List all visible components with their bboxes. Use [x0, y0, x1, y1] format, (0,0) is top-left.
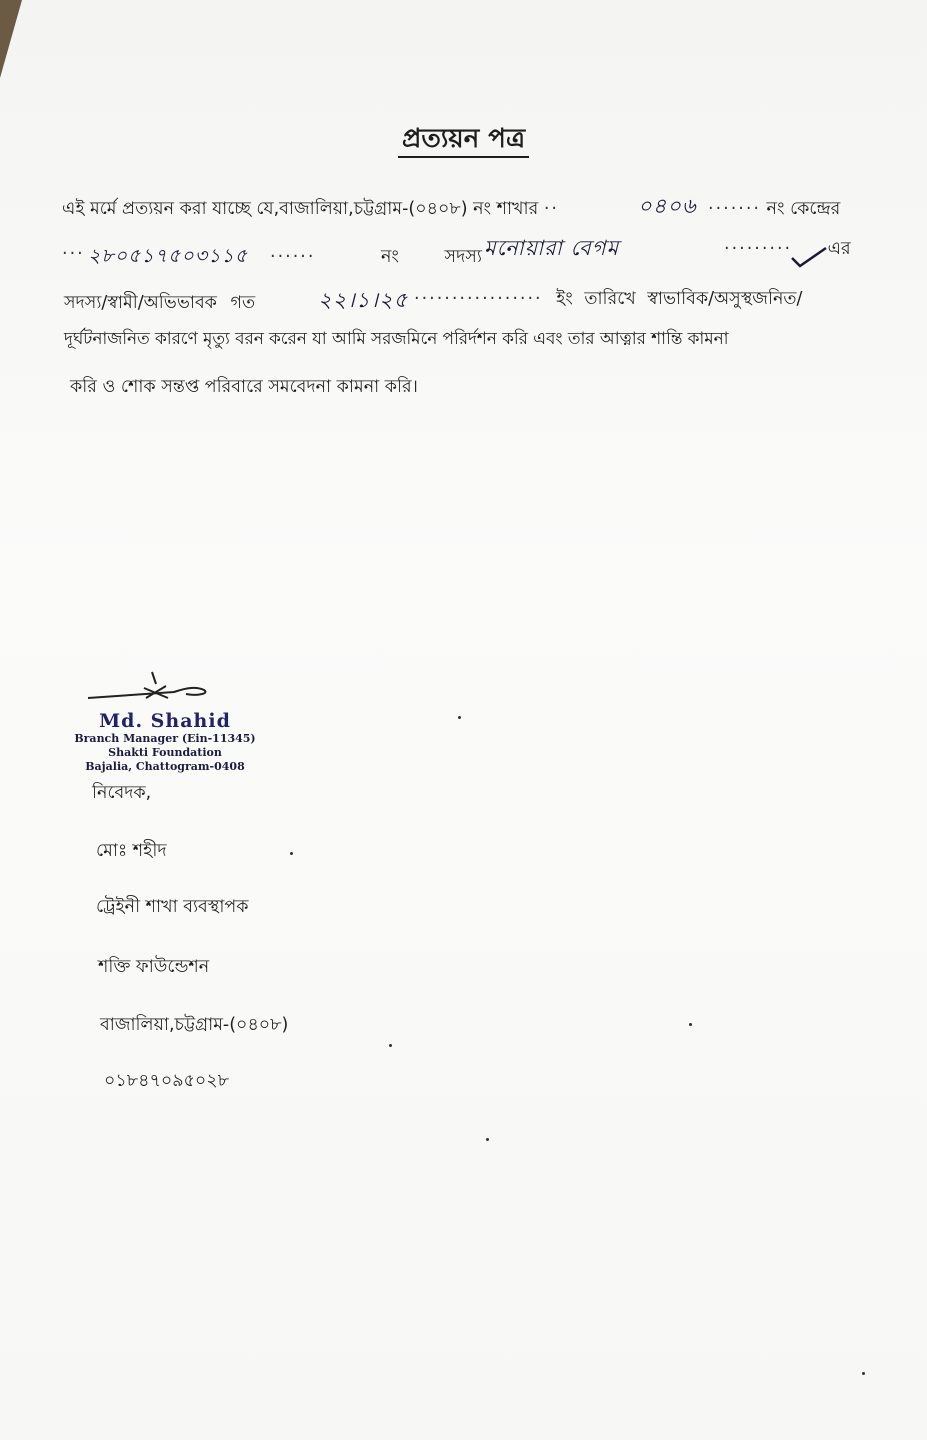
signature-stroke — [86, 668, 226, 710]
body-line-2-start: ··· — [62, 244, 85, 264]
body-line-1: এই মর্মে প্রত্যয়ন করা যাচ্ছে যে,বাজালিয়া,চট্টগ্রাম-(০৪০৮) নং শাখার ·· — [62, 199, 559, 219]
paper-speck — [689, 1023, 692, 1026]
stamp-location: Bajalia, Chattogram-0408 — [85, 760, 245, 773]
body-line-2-end: ········· এর — [724, 239, 851, 259]
check-mark-icon — [790, 246, 830, 270]
closing-organization: শক্তি ফাউন্ডেশন — [98, 957, 210, 977]
paper-speck — [486, 1138, 489, 1141]
closing-address: বাজালিয়া,চট্টগ্রাম-(০৪০৮) — [100, 1015, 289, 1035]
paper-speck — [862, 1372, 865, 1375]
handwritten-branch-no: ০৪০৬ — [638, 194, 697, 218]
folded-corner — [0, 0, 22, 78]
closing-designation: ট্রেইনী শাখা ব্যবস্থাপক — [96, 897, 249, 917]
signature-stamp — [70, 710, 260, 774]
body-line-1-end: ······· নং কেন্দ্রের — [708, 199, 841, 219]
handwritten-member-name: মনোয়ারা বেগম — [484, 236, 620, 260]
stamp-organization: Shakti Foundation — [108, 746, 222, 759]
handwritten-member-no: ২৮০৫১৭৫০৩১১৫ — [88, 245, 249, 267]
body-line-2-middle: ······ নং সদস্য — [270, 247, 482, 267]
paper-speck — [290, 852, 293, 855]
closing-name: মোঃ শহীদ — [96, 841, 167, 861]
body-line-3-start: সদস্য/স্বামী/অভিভাবক গত — [64, 293, 256, 313]
closing-salutation: নিবেদক, — [92, 783, 152, 803]
handwritten-date: ২২।১।২৫ — [318, 288, 409, 312]
paper-speck — [458, 716, 461, 719]
body-line-5: করি ও শোক সন্তপ্ত পরিবারে সমবেদনা কামনা করি। — [70, 377, 418, 397]
paper-speck — [389, 1044, 392, 1047]
body-line-4: দূর্ঘটনাজনিত কারণে মৃত্যু বরন করেন যা আমি সরজমিনে পরির্দশন করি এবং তার আত্নার শান্তি কামনা — [64, 328, 729, 348]
document-title: প্রত্যয়ন পত্র — [0, 118, 927, 162]
stamp-name: Md. Shahid — [99, 710, 231, 732]
stamp-designation: Branch Manager (Ein-11345) — [74, 732, 256, 745]
closing-phone: ০১৮৪৭০৯৫০২৮ — [104, 1071, 230, 1091]
body-line-3-end: ················· ইং তারিখে স্বাভাবিক/অসুস্থজনিত/ — [414, 289, 803, 309]
